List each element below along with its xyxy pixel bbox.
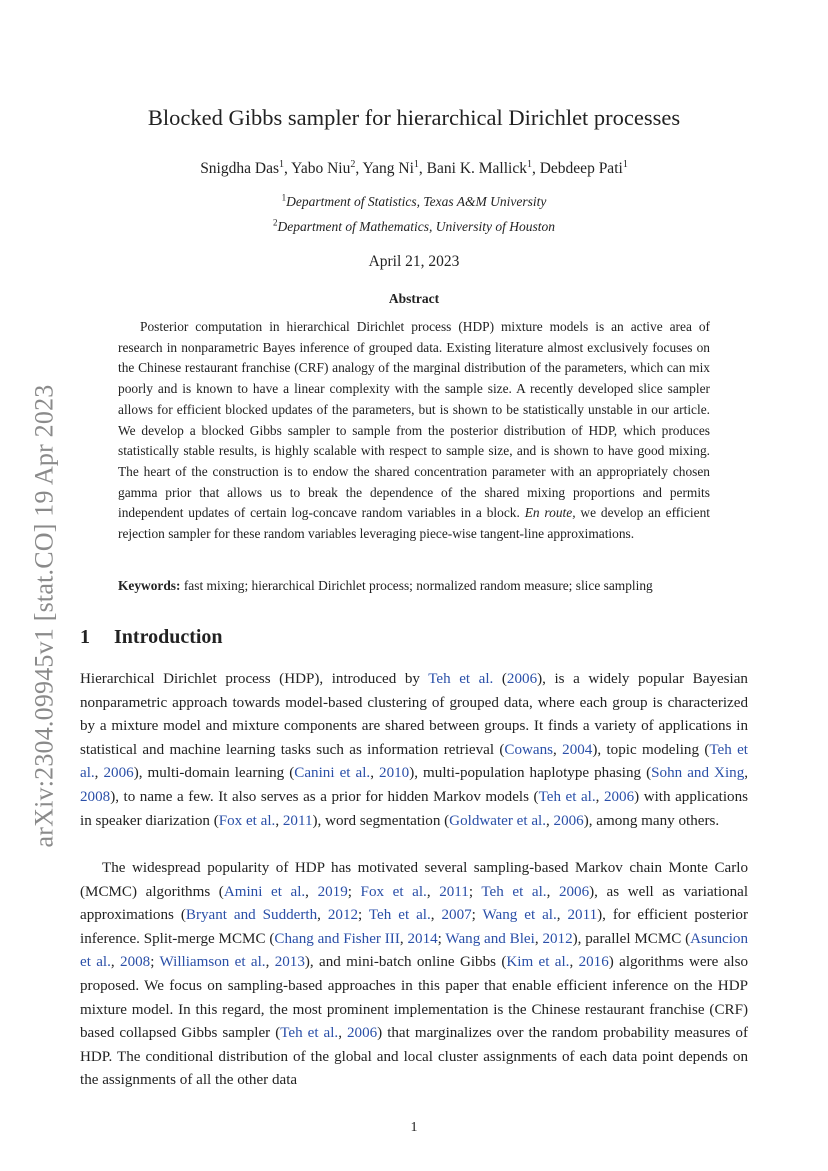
paper-title: Blocked Gibbs sampler for hierarchical Dirichlet processes <box>147 105 681 130</box>
author: Yabo Niu <box>291 160 351 177</box>
citation-link[interactable]: Amini et al. <box>223 883 306 900</box>
citation-link[interactable]: 2008 <box>120 954 151 971</box>
affiliation-1 <box>80 194 748 210</box>
paragraph-text: , <box>94 765 104 782</box>
citation-link[interactable]: 2012 <box>327 907 359 924</box>
paragraph-text: , <box>338 1025 347 1042</box>
paragraph-text: ), word segmentation ( <box>312 812 450 829</box>
citation-link[interactable]: 2008 <box>80 788 111 805</box>
author-affiliation-mark: 1 <box>278 158 284 170</box>
author: Snigdha Das <box>200 160 279 177</box>
abstract-text-end: we develop an efficient rejection sampler for these random variables leveraging piece-wise tangent-line approximations. <box>118 505 711 542</box>
paragraph-text: , <box>317 907 328 924</box>
citation-link[interactable]: 2012 <box>542 930 573 947</box>
paragraph-text: , <box>370 765 380 782</box>
paragraph-text: ), for efficient posterior inference. Split-merge MCMC ( <box>80 907 749 947</box>
paragraph-text: , <box>430 907 442 924</box>
paragraph-text: , <box>595 788 604 805</box>
citation-link[interactable]: 2011 <box>567 907 598 924</box>
abstract-text: Posterior computation in hierarchical Dirichlet process (HDP) mixture models is an active area of research in nonparametric Bayes inference of grouped data. Existing literature almost exclusively focuses on the Chinese restaurant franchise (CRF) analogy of the marginal distribution of the parameters, which can mix poorly and is known to have a linear complexity with the sample size. A recently developed slice sampler allows for efficient blocked updates of the parameters, but is shown to be statistically unstable in our article. We develop a blocked Gibbs sampler to sample from the posterior distribution of HDP, which produces statistically stable results, is highly scalable with respect to sample size, and is shown to have good mixing. The heart of the construction is to endow the shared concentration parameter with an appropriately chosen gamma prior that allows us to break the dependence of the shared mixing proportions and permits independent updates of certain log-concave random variables in a block. <box>118 319 710 521</box>
affiliation-text: Department of Mathematics, University of Houston <box>277 219 555 234</box>
citation-link[interactable]: 2006 <box>103 765 134 782</box>
paragraph-text: , <box>426 883 440 900</box>
paragraph-text: ; <box>150 954 160 971</box>
paragraph-text: , <box>569 954 579 971</box>
keywords <box>118 578 710 594</box>
citation-link[interactable]: 2019 <box>317 883 348 900</box>
citation-link[interactable]: 2016 <box>578 954 609 971</box>
citation-link[interactable]: Bryant and Sudderth <box>185 907 318 924</box>
paragraph-text: ), as well as variational approximations ( <box>80 883 749 924</box>
citation-link[interactable]: Cowans <box>504 741 554 758</box>
paragraph-text: ), multi-population haplotype phasing ( <box>409 765 652 782</box>
citation-link[interactable]: 2006 <box>603 788 635 805</box>
abstract-body <box>118 317 710 545</box>
citation-link[interactable]: 2006 <box>346 1025 378 1042</box>
author-affiliation-mark: 1 <box>622 158 628 170</box>
paragraph-text: , <box>546 883 559 900</box>
citation-link[interactable]: 2011 <box>282 812 313 829</box>
affiliation-2 <box>80 219 748 235</box>
paragraph-text: ), is a widely popular Bayesian nonparametric approach towards model-based clustering of grouped data, where each group is characterized by a mixture model and mixture components are shared between groups. It finds a variety of applications in statistical and machine learning tasks such as information retrieval ( <box>80 671 748 758</box>
intro-paragraph-1 <box>80 668 748 833</box>
paragraph-text: , <box>534 930 543 947</box>
citation-link[interactable]: 2011 <box>439 883 469 900</box>
paragraph-text: , <box>399 930 408 947</box>
citation-link[interactable]: Teh et al. <box>481 883 547 900</box>
citation-link[interactable]: Canini et al. <box>294 765 371 782</box>
affiliation-number: 2 <box>273 217 278 228</box>
paragraph-text: ; <box>358 907 369 924</box>
paragraph-text: , <box>545 812 554 829</box>
citation-link[interactable]: Sohn and Xing <box>651 765 745 782</box>
section-number: 1 <box>80 626 90 648</box>
author-list: Snigdha Das$^1$, Yabo Niu$^2$, Yang Ni$^1$, Bani K. Mallick$^1$, Debdeep Pati$^1$ <box>200 158 628 177</box>
paragraph-text: , <box>305 883 318 900</box>
citation-link[interactable]: Kim et al. <box>506 954 570 971</box>
citation-link[interactable]: 2013 <box>274 954 305 971</box>
paragraph-text: , <box>553 741 563 758</box>
intro-paragraph-2 <box>80 857 748 1093</box>
abstract-heading: Abstract <box>388 291 440 306</box>
paragraph-text: , <box>556 907 568 924</box>
author: Yang Ni <box>362 160 414 177</box>
citation-link[interactable]: Teh et al. <box>538 788 596 805</box>
paragraph-text: ; <box>437 930 446 947</box>
paragraph-text: ), parallel MCMC ( <box>572 930 691 947</box>
paragraph-text: ), to name a few. It also serves as a prior for hidden Markov models ( <box>110 788 539 805</box>
paragraph-text: , <box>265 954 275 971</box>
keywords-text: fast mixing; hierarchical Dirichlet process; normalized random measure; slice sampling <box>183 578 653 593</box>
citation-link[interactable]: Fox et al. <box>218 812 276 829</box>
citation-link[interactable]: Teh et al. <box>280 1025 339 1042</box>
citation-link[interactable]: 2006 <box>553 812 584 829</box>
paragraph-text: Hierarchical Dirichlet process (HDP), introduced by <box>80 671 429 687</box>
affiliation-text: Department of Statistics, Texas A&M University <box>286 194 547 209</box>
affiliation-number: 1 <box>281 192 287 203</box>
citation-link[interactable]: Wang et al. <box>482 907 557 924</box>
abstract-en-route: En route, <box>524 505 576 521</box>
paragraph-text: ) that marginalizes over the random probability measures of HDP. The conditional distribution of the global and local cluster assignments of each data point depends on the assignments of all the other data <box>80 1025 748 1089</box>
paragraph-text: ), and mini-batch online Gibbs ( <box>304 954 507 971</box>
paragraph-text: ; <box>468 883 482 900</box>
paper-date: April 21, 2023 <box>368 253 460 270</box>
citation-link[interactable]: Teh et al. <box>80 741 748 782</box>
paragraph-text: ), among many others. <box>583 812 720 829</box>
citation-link[interactable]: Asuncion et al. <box>80 930 749 971</box>
paragraph-text: ) algorithms were also proposed. We focus on sampling-based approaches in this paper that enable efficient inference on the HDP mixture model. In this regard, the most prominent implementation is the Chinese restaurant franchise (CRF) based collapsed Gibbs sampler ( <box>80 954 749 1042</box>
paragraph-text: ; <box>347 883 361 900</box>
section-heading <box>80 626 223 649</box>
citation-link[interactable]: Wang and Blei <box>445 930 535 947</box>
page-number: 1 <box>410 1120 418 1135</box>
arxiv-identifier <box>24 360 64 872</box>
citation-link[interactable]: 2004 <box>562 741 593 758</box>
author-affiliation-mark: 1 <box>526 158 532 170</box>
author: Debdeep Pati <box>539 160 623 177</box>
paragraph-text: ) with applications in speaker diarization ( <box>80 788 749 829</box>
section-title: Introduction <box>114 626 223 648</box>
paragraph-text: , <box>275 812 283 829</box>
citation-link[interactable]: 2007 <box>441 907 472 924</box>
paragraph-text: ), topic modeling ( <box>592 741 710 758</box>
citation-link[interactable]: Teh et al. <box>428 671 494 687</box>
citation-link[interactable]: Teh et al. <box>368 907 431 924</box>
author: Bani K. Mallick <box>426 160 527 177</box>
arxiv-identifier-text: arXiv:2304.09945v1 [stat.CO] 19 Apr 2023 <box>29 384 58 848</box>
citation-link[interactable]: 2010 <box>379 765 410 782</box>
author-affiliation-mark: 1 <box>413 158 419 170</box>
paragraph-text: ( <box>493 671 507 687</box>
citation-link[interactable]: Chang and Fisher III <box>274 930 400 947</box>
paragraph-text: The widespread popularity of HDP has motivated several sampling-based Markov chain Monte Carlo (MCMC) algorithms ( <box>80 860 748 900</box>
paragraph-text: , <box>110 954 121 971</box>
citation-link[interactable]: Fox et al. <box>360 883 427 900</box>
paragraph-text: ; <box>471 907 483 924</box>
citation-link[interactable]: Williamson et al. <box>159 954 266 971</box>
citation-link[interactable]: 2006 <box>506 671 538 687</box>
citation-link[interactable]: Goldwater et al. <box>449 812 546 829</box>
author-affiliation-mark: 2 <box>350 158 356 170</box>
keywords-label: Keywords: <box>118 578 181 593</box>
citation-link[interactable]: 2006 <box>558 883 590 900</box>
citation-link[interactable]: 2014 <box>407 930 438 947</box>
paragraph-text: , <box>744 765 749 782</box>
paragraph-text: ), multi-domain learning ( <box>133 765 295 782</box>
